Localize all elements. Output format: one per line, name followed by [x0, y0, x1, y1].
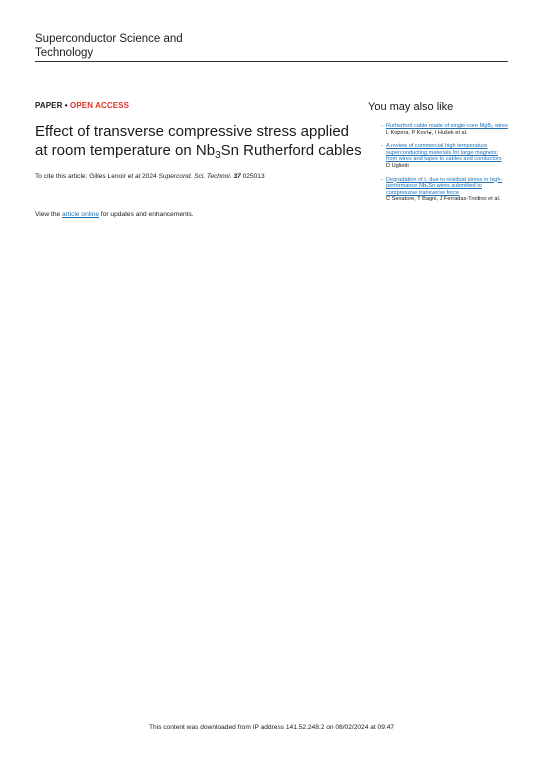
view-online-suffix: for updates and enhancements.	[99, 211, 194, 218]
citation-volume: 37	[233, 173, 241, 180]
paper-label-separator: •	[62, 101, 71, 110]
related-heading: You may also like	[368, 101, 454, 113]
article-title-part-2: Sn Rutherford cables	[220, 142, 362, 159]
related-bullet: -	[381, 123, 383, 129]
view-online-line	[35, 210, 365, 219]
citation-et-al: et al	[127, 173, 141, 180]
related-item-link[interactable]: A review of commercial high temperature superconducting materials for large magnets: from wires and tapes to cables and conductors	[386, 143, 502, 163]
citation-journal: Supercond. Sci. Technol.	[158, 173, 232, 180]
download-footer: This content was downloaded from IP address 141.52.248.2 on 08/02/2024 at 09:47	[148, 724, 395, 731]
article-title-part-1: Effect of transverse compressive stress applied at room temperature on Nb	[35, 123, 350, 159]
journal-title-line-1: Superconductor Science and	[35, 33, 183, 45]
related-item	[368, 123, 508, 136]
related-bullet: -	[381, 143, 383, 150]
citation-line	[35, 172, 365, 181]
citation-year: 2024	[140, 173, 159, 180]
related-item	[368, 177, 508, 203]
article-info	[35, 101, 365, 219]
article-title	[35, 122, 365, 160]
citation-number: 025013	[240, 173, 265, 180]
article-online-link[interactable]: article online	[62, 211, 100, 218]
article-title-subscript: 3	[215, 150, 221, 161]
related-item-authors: D Uglietti	[386, 162, 409, 169]
journal-title	[35, 32, 508, 60]
view-online-prefix: View the	[35, 211, 63, 218]
journal-header	[35, 32, 508, 62]
related-item-authors: C Senatore, T Bagni, J Ferradas-Troitino et al.	[386, 196, 501, 203]
related-item	[368, 143, 508, 169]
journal-title-line-2: Technology	[35, 47, 94, 59]
paper-label	[35, 101, 365, 111]
related-list	[368, 123, 508, 203]
related-item-link[interactable]: Degradation of I꜀ due to residual stress in high-performance Nb₃Sn wires submitted to compressive transverse force	[386, 176, 503, 196]
paper-type-label: PAPER	[35, 101, 63, 110]
related-bullet: -	[381, 176, 383, 183]
open-access-label: OPEN ACCESS	[70, 101, 130, 110]
related-item-link[interactable]: Rutherford cable made of single-core MgB₂ wires	[386, 123, 508, 129]
related-item-authors: L Kopera, P Kovᡠ, I Hušek et al.	[386, 129, 468, 136]
citation-prefix: To cite this article: Gilles Lenoir	[35, 173, 128, 180]
related-articles	[368, 101, 508, 210]
